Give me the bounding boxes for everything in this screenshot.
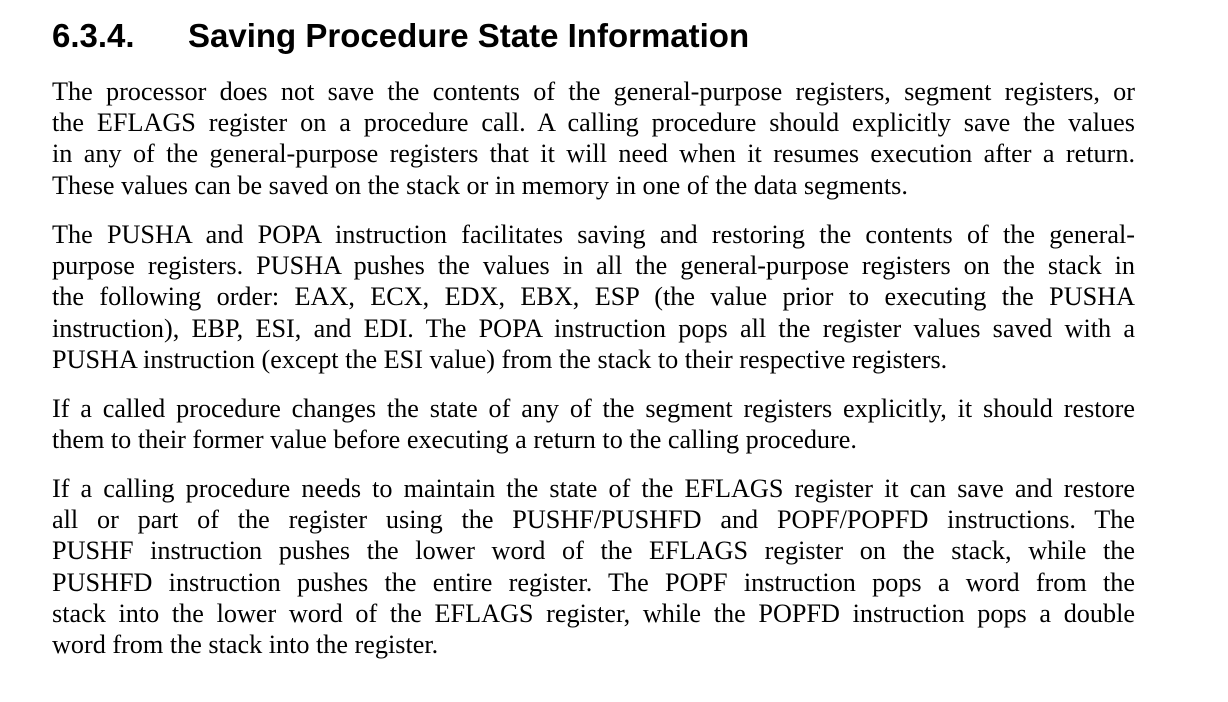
paragraph-line: word from the stack into the register. [52, 629, 439, 659]
paragraph-eflags [52, 473, 1135, 660]
paragraph-line: PUSHF instruction pushes the lower word of the EFLAGS register on the stack, while the [52, 536, 1135, 566]
paragraph-line: PUSHA instruction (except the ESI value) from the stack to their respective registers. [52, 344, 948, 374]
paragraph-line: in any of the general-purpose registers that it will need when it resumes execution after a return. [52, 139, 1135, 169]
paragraph-line: the EFLAGS register on a procedure call. A calling procedure should explicitly save the values [52, 108, 1135, 138]
paragraph-pusha-popa [52, 219, 1135, 375]
section-number: 6.3.4. [52, 17, 135, 54]
paragraph-procedure-call-registers [52, 76, 1135, 201]
paragraph-line: the following order: EAX, ECX, EDX, EBX, ESP (the value prior to executing the PUSHA [52, 282, 1135, 312]
paragraph-segment-registers [52, 393, 1135, 455]
paragraph-line: stack into the lower word of the EFLAGS register, while the POPFD instruction pops a double [52, 598, 1135, 628]
paragraph-line: PUSHFD instruction pushes the entire register. The POPF instruction pops a word from the [52, 567, 1135, 597]
paragraph-line: all or part of the register using the PUSHF/PUSHFD and POPF/POPFD instructions. The [52, 505, 1135, 535]
paragraph-line: instruction), EBP, ESI, and EDI. The POPA instruction pops all the register values saved with a [52, 313, 1135, 343]
paragraph-line: If a calling procedure needs to maintain the state of the EFLAGS register it can save and restore [52, 474, 1135, 503]
section-title: Saving Procedure State Information [188, 17, 750, 54]
paragraph-line: The processor does not save the contents of the general-purpose registers, segment registers, or [52, 77, 1135, 106]
paragraph-line: The PUSHA and POPA instruction facilitates saving and restoring the contents of the general- [52, 220, 1135, 249]
paragraph-line: purpose registers. PUSHA pushes the values in all the general-purpose registers on the stack in [52, 251, 1135, 281]
paragraph-line: If a called procedure changes the state of any of the segment registers explicitly, it should restore [52, 394, 1135, 423]
paragraph-line: These values can be saved on the stack or in memory in one of the data segments. [52, 170, 908, 200]
paragraph-line: them to their former value before executing a return to the calling procedure. [52, 425, 857, 455]
